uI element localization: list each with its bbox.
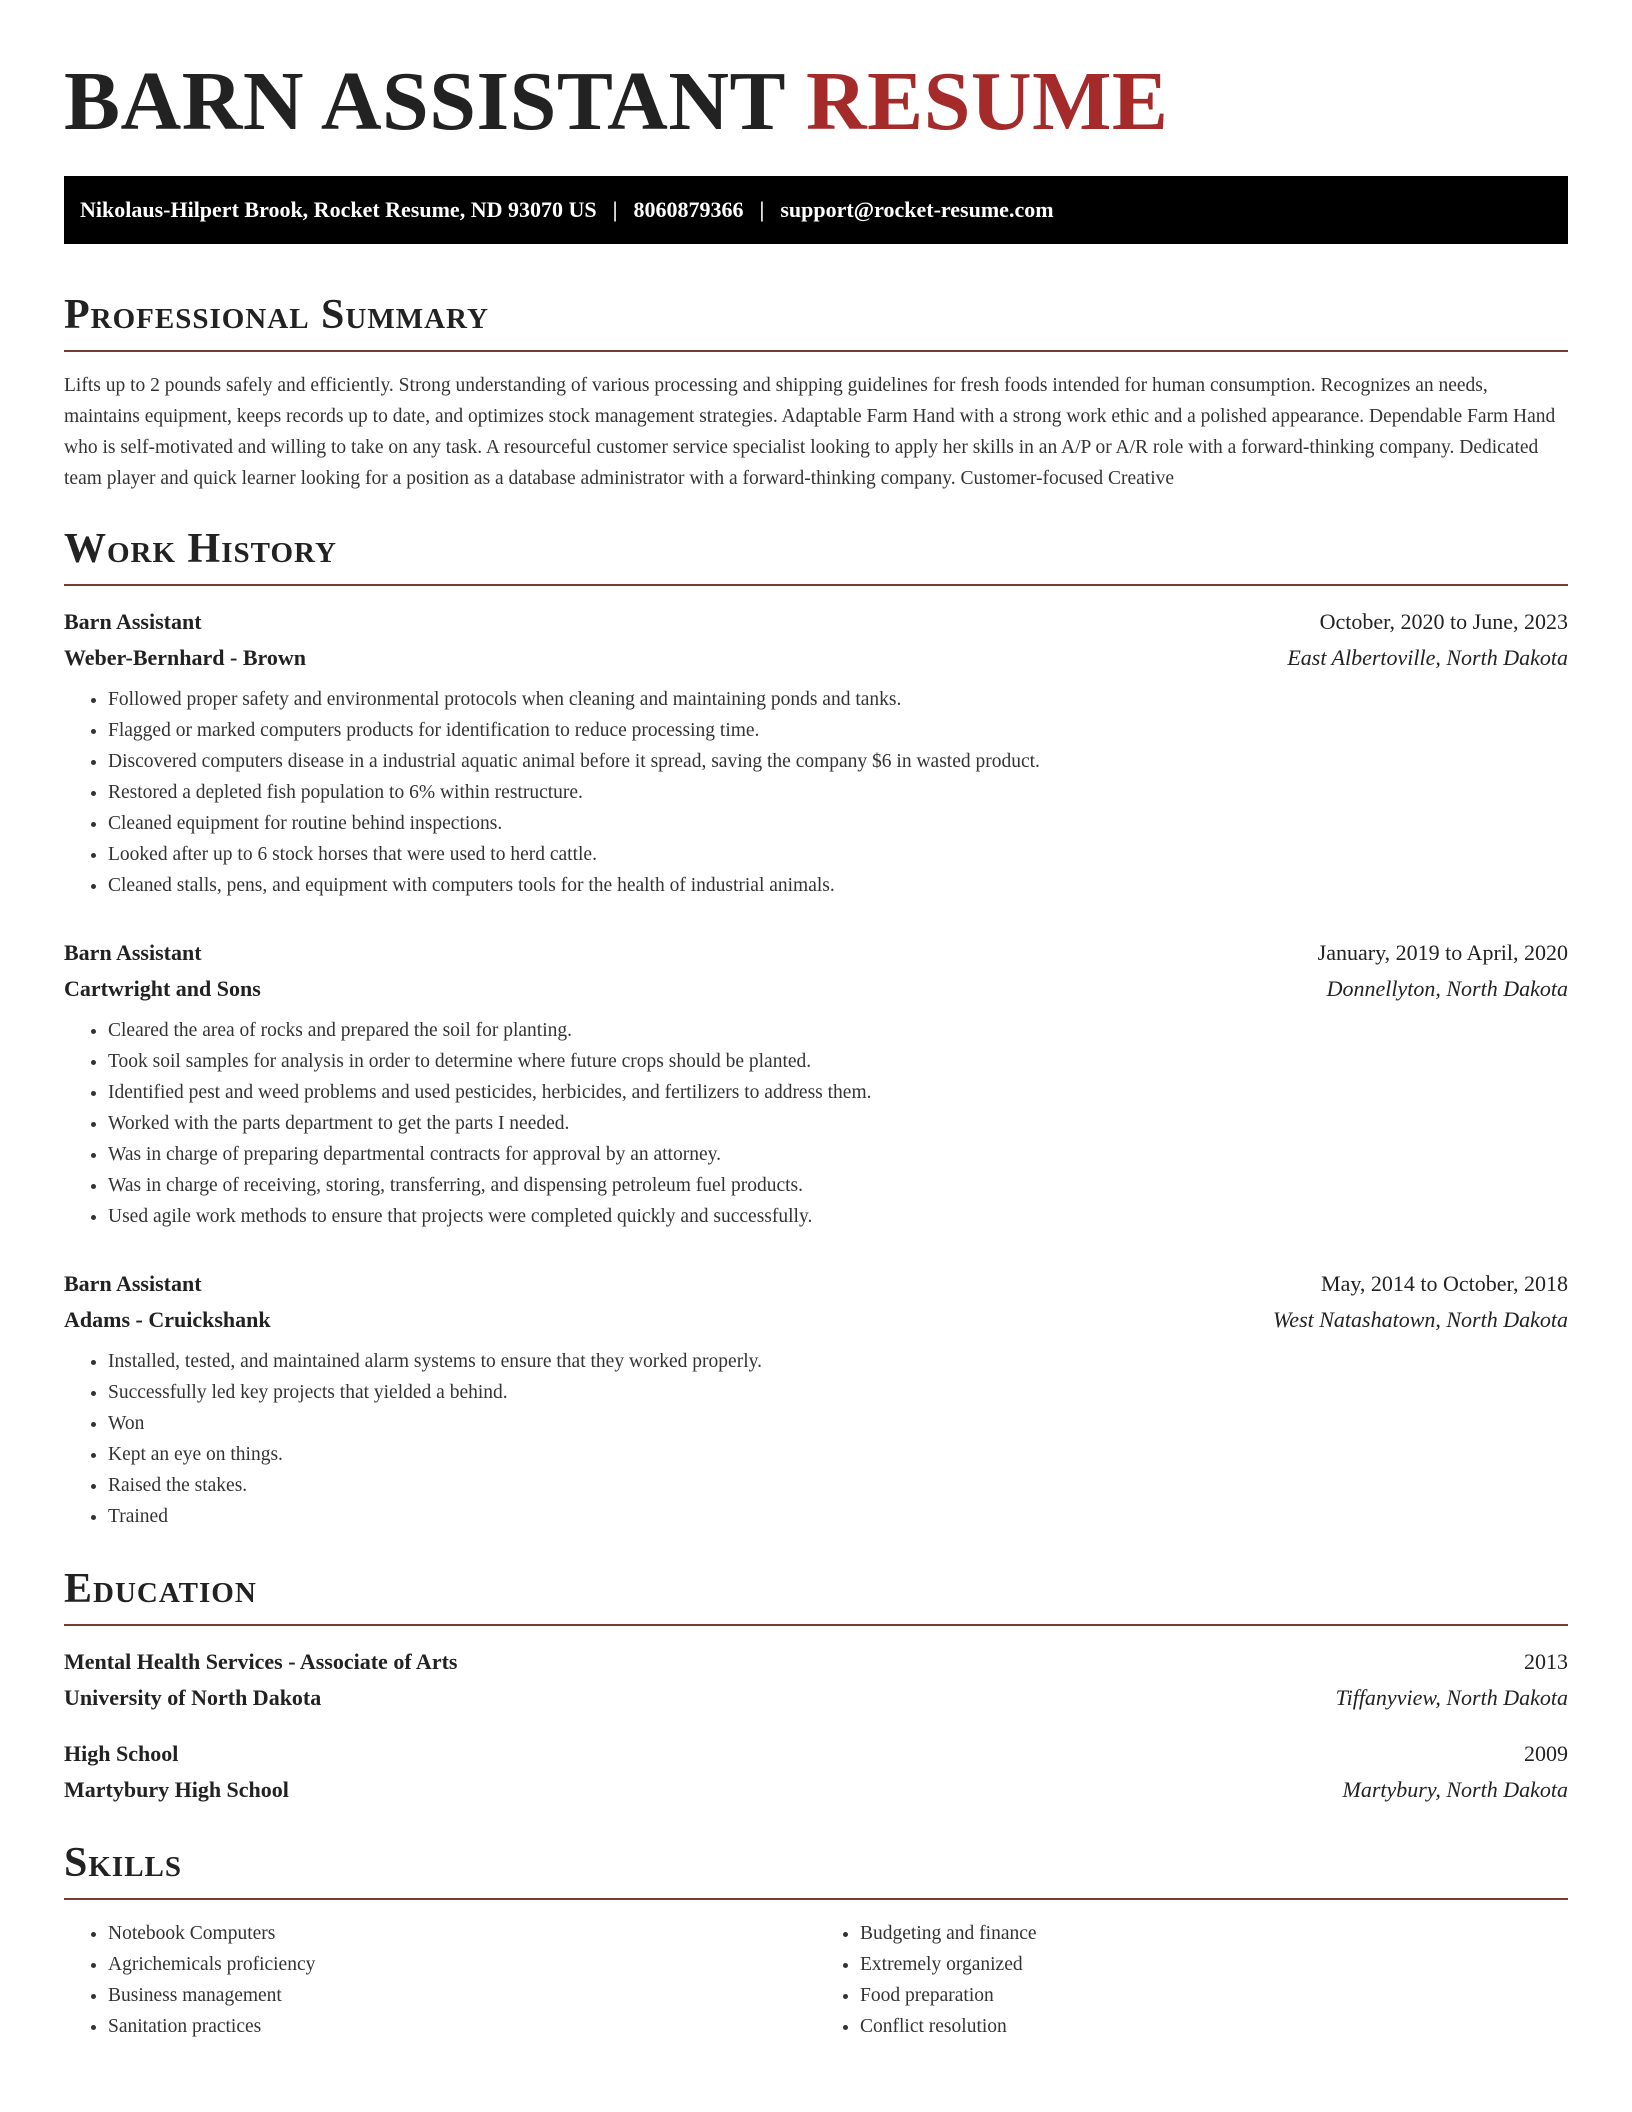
job-header-row — [64, 604, 1568, 640]
summary-text: Lifts up to 2 pounds safely and efficiently. Strong understanding of various processing and shipping guidelines for fresh foods intended for human consumption. Recognizes an needs, maintains equipment, keeps records up to date, and optimizes stock management strategies. Adaptable Farm Hand with a strong work ethic and a polished appearance. Dependable Farm Hand who is self-motivated and willing to take on any task. A resourceful customer service specialist looking to apply her skills in an A/P or A/R role with a forward-thinking company. Dedicated team player and quick learner looking for a position as a database administrator with a forward-thinking company. Customer-focused Creative — [64, 375, 1556, 489]
resume-title — [64, 0, 1568, 148]
job-bullet: • Cleaned stalls, pens, and equipment with computers tools for the health of industrial animals. — [108, 870, 1568, 901]
education-section — [64, 1568, 1568, 1808]
job-bullet: • Successfully led key projects that yielded a behind. — [108, 1377, 1568, 1408]
job-bullet: • Won — [108, 1408, 1568, 1439]
title-accent: RESUME — [806, 55, 1169, 148]
contact-email[interactable]: support@rocket-resume.com — [780, 197, 1054, 222]
job-location: West Natashatown, North Dakota — [1273, 1307, 1568, 1332]
education-year: 2009 — [1524, 1741, 1568, 1766]
section-divider — [64, 584, 1568, 586]
section-heading-summary: Professional Summary — [64, 292, 489, 338]
job-entry — [64, 1266, 1568, 1532]
skills-list-right — [816, 1918, 1568, 2042]
job-bullet: • Discovered computers disease in a industrial aquatic animal before it spread, saving the company $6 in wasted product. — [108, 746, 1568, 777]
job-bullet: • Cleared the area of rocks and prepared the soil for planting. — [108, 1015, 1568, 1046]
job-company: Cartwright and Sons — [64, 976, 261, 1001]
contact-bar — [64, 176, 1568, 244]
work-history-section — [64, 528, 1568, 1532]
job-bullets — [64, 1346, 1568, 1532]
education-school-row — [64, 1680, 1568, 1716]
job-dates: October, 2020 to June, 2023 — [1319, 609, 1568, 634]
section-divider — [64, 350, 1568, 352]
job-bullet: • Raised the stakes. — [108, 1470, 1568, 1501]
summary-section — [64, 294, 1568, 494]
job-bullet: • Worked with the parts department to get the parts I needed. — [108, 1108, 1568, 1139]
education-degree: Mental Health Services - Associate of Arts — [64, 1649, 458, 1674]
job-bullet: • Followed proper safety and environmental protocols when cleaning and maintaining ponds and tanks. — [108, 684, 1568, 715]
job-company-row — [64, 640, 1568, 676]
education-location: Martybury, North Dakota — [1342, 1777, 1568, 1802]
job-bullet: • Used agile work methods to ensure that projects were completed quickly and successfully. — [108, 1201, 1568, 1232]
job-bullet: • Identified pest and weed problems and used pesticides, herbicides, and fertilizers to address them. — [108, 1077, 1568, 1108]
contact-separator: | — [759, 197, 765, 222]
skills-section — [64, 1842, 1568, 2042]
job-bullet: • Looked after up to 6 stock horses that were used to herd cattle. — [108, 839, 1568, 870]
title-main: BARN ASSISTANT — [64, 55, 785, 148]
skills-list-left — [64, 1918, 816, 2042]
job-company-row — [64, 971, 1568, 1007]
job-title: Barn Assistant — [64, 1271, 202, 1296]
skill-item: • Business management — [108, 1980, 816, 2011]
job-bullet: • Was in charge of receiving, storing, transferring, and dispensing petroleum fuel products. — [108, 1170, 1568, 1201]
job-bullet: • Installed, tested, and maintained alarm systems to ensure that they worked properly. — [108, 1346, 1568, 1377]
education-school: Martybury High School — [64, 1777, 289, 1802]
contact-address: Nikolaus-Hilpert Brook, Rocket Resume, ND 93070 US — [80, 197, 597, 222]
job-header-row — [64, 1266, 1568, 1302]
skill-item: • Agrichemicals proficiency — [108, 1949, 816, 1980]
skill-item: • Extremely organized — [860, 1949, 1568, 1980]
section-heading-work-history: Work History — [64, 526, 337, 572]
skill-item: • Sanitation practices — [108, 2011, 816, 2042]
job-dates: January, 2019 to April, 2020 — [1317, 940, 1568, 965]
skill-item: • Notebook Computers — [108, 1918, 816, 1949]
job-bullet: • Trained — [108, 1501, 1568, 1532]
education-location: Tiffanyview, North Dakota — [1335, 1685, 1568, 1710]
job-dates: May, 2014 to October, 2018 — [1321, 1271, 1568, 1296]
job-title: Barn Assistant — [64, 940, 202, 965]
job-bullets — [64, 684, 1568, 901]
job-header-row — [64, 935, 1568, 971]
job-title: Barn Assistant — [64, 609, 202, 634]
education-year: 2013 — [1524, 1649, 1568, 1674]
skill-item: • Budgeting and finance — [860, 1918, 1568, 1949]
contact-phone[interactable]: 8060879366 — [633, 197, 744, 222]
education-school: University of North Dakota — [64, 1685, 322, 1710]
education-school-row — [64, 1772, 1568, 1808]
job-bullet: • Cleaned equipment for routine behind inspections. — [108, 808, 1568, 839]
job-bullet: • Was in charge of preparing departmental contracts for approval by an attorney. — [108, 1139, 1568, 1170]
job-entry — [64, 935, 1568, 1232]
job-company: Weber-Bernhard - Brown — [64, 645, 306, 670]
section-divider — [64, 1624, 1568, 1626]
job-bullet: • Restored a depleted fish population to 6% within restructure. — [108, 777, 1568, 808]
skill-item: • Food preparation — [860, 1980, 1568, 2011]
job-bullet: • Kept an eye on things. — [108, 1439, 1568, 1470]
education-header-row — [64, 1644, 1568, 1680]
section-heading-skills: Skills — [64, 1840, 183, 1886]
job-location: East Albertoville, North Dakota — [1287, 645, 1568, 670]
job-company: Adams - Cruickshank — [64, 1307, 271, 1332]
job-location: Donnellyton, North Dakota — [1326, 976, 1568, 1001]
job-bullet: • Flagged or marked computers products for identification to reduce processing time. — [108, 715, 1568, 746]
job-bullets — [64, 1015, 1568, 1232]
skills-columns — [64, 1918, 1568, 2042]
section-divider — [64, 1898, 1568, 1900]
job-entry — [64, 604, 1568, 901]
education-degree: High School — [64, 1741, 179, 1766]
contact-separator: | — [612, 197, 618, 222]
job-bullet: • Took soil samples for analysis in order to determine where future crops should be planted. — [108, 1046, 1568, 1077]
education-header-row — [64, 1736, 1568, 1772]
education-entry — [64, 1736, 1568, 1808]
job-company-row — [64, 1302, 1568, 1338]
education-entry — [64, 1644, 1568, 1716]
section-heading-education: Education — [64, 1566, 257, 1612]
skill-item: • Conflict resolution — [860, 2011, 1568, 2042]
